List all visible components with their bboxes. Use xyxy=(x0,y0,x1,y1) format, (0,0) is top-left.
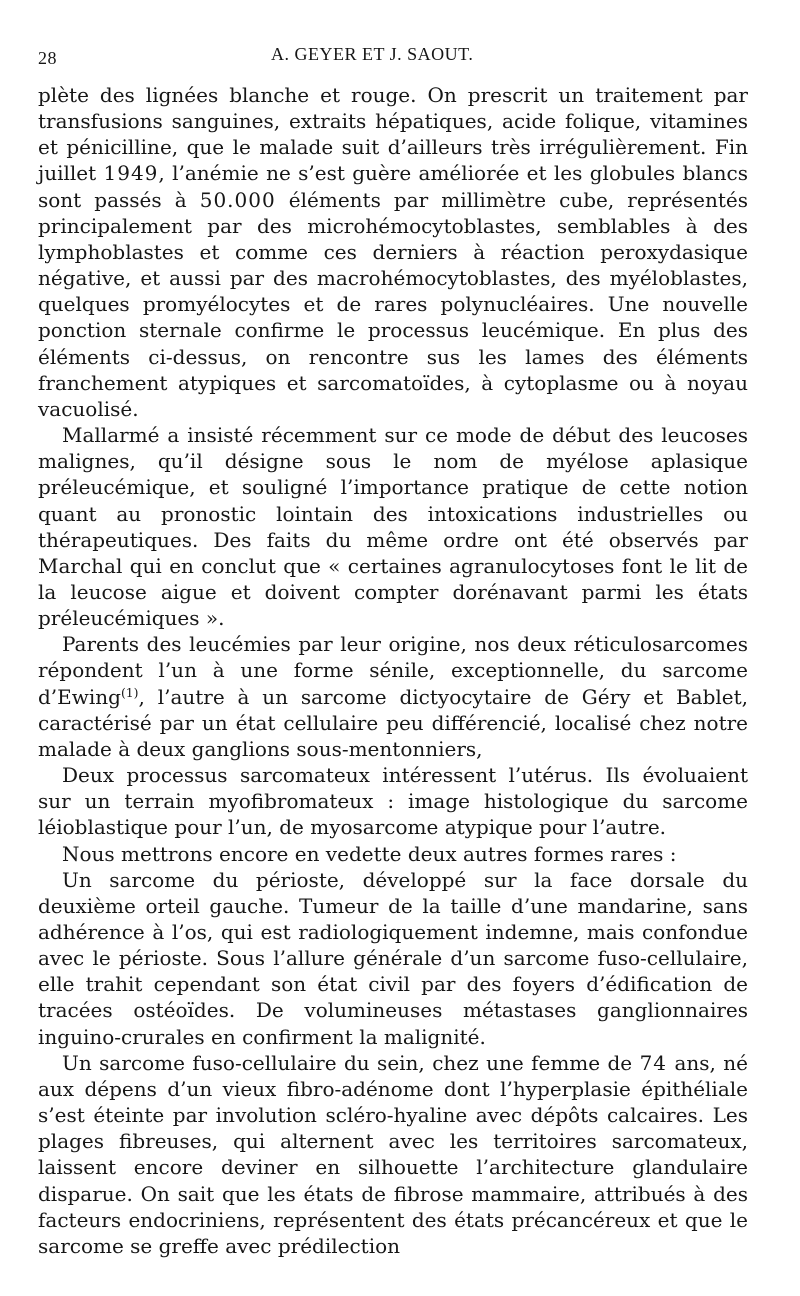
text-run: éléments par millimètre cube, représentés principalement par des microhémocytoblastes, semblables à des lymphoblastes et comme ces derniers à réaction peroxydasique négative, et aussi par des macrohémocytoblastes, des myéloblastes, quelques promyélocytes et de rares polynucléaires. Une nouvelle ponction sternale confirme le processus leucémique. En plus des éléments ci-dessus, on rencontre sus les lames des éléments franchement atypiques et sarcomatoïdes, à cytoplasme ou à noyau vacuolisé. xyxy=(38,187,749,421)
text-run: plète des lignées blanche et rouge. On prescrit un traitement par transfusions sanguines, extraits hépatiques, acide folique, vitamines et pénicilline, que le malade suit d’ailleurs très irrégulièrement. Fin juillet xyxy=(38,83,748,186)
paragraph xyxy=(38,841,748,867)
running-title: A. GEYER ET J. SAOUT. xyxy=(271,44,474,64)
text-run: Deux processus sarcomateux intéressent l’utérus. Ils évoluaient sur un terrain myofibromateux : image histologique du sarcome léioblastique pour l’un, de myosarcome atypique pour l’autre. xyxy=(38,763,748,840)
text-run: Un sarcome fuso-cellulaire du sein, chez une femme de xyxy=(62,1050,640,1075)
text-run: Un sarcome du périoste, développé sur la face dorsale du deuxième orteil gauche. Tumeur de la taille d’une mandarine, sans adhérence à l’os, qui est radiologiquement indemne, mais confondue avec le périoste. Sous l’allure générale d’un sarcome fuso-cellulaire, elle trahit cependant son état civil par des foyers d’édification de tracées ostéoïdes. De volumineuses métastases ganglionnaires inguino-crurales en confirment la malignité. xyxy=(38,867,748,1049)
text-run: , l’autre à un sarcome dictyocytaire de Géry et Bablet, caractérisé par un état cellulaire peu différencié, localisé chez notre malade à deux ganglions sous-mentonniers, xyxy=(38,684,748,761)
text-run: Parents des leucémies par leur origine, nos deux réticulosarcomes répondent l’un à une forme sénile, exceptionnelle, du sarcome d’Ewing xyxy=(38,632,748,709)
number-text: 1949 xyxy=(103,161,159,186)
body-text xyxy=(38,82,748,1259)
paragraph xyxy=(38,762,748,840)
paragraph xyxy=(38,867,748,1050)
number-text: 50.000 xyxy=(199,187,276,212)
text-run: Nous mettrons encore en vedette deux autres formes rares : xyxy=(62,841,677,866)
paragraph xyxy=(38,631,748,762)
footnote-reference: (1) xyxy=(120,684,139,700)
paragraph xyxy=(38,422,748,631)
paragraph xyxy=(38,1050,748,1259)
text-run: , l’anémie ne s’est guère améliorée et les globules blancs sont passés à xyxy=(38,161,748,212)
page-number: 28 xyxy=(38,48,57,68)
text-run: Mallarmé a insisté récemment sur ce mode de début des leucoses malignes, qu’il désigne sous le nom de myélose aplasique préleucémique, et souligné l’importance pratique de cette notion quant au pronostic lointain des intoxications industrielles ou thérapeutiques. Des faits du même ordre ont été observés par Marchal qui en conclut que « certaines agranulocytoses font le lit de la leucose aigue et doivent compter dorénavant parmi les états préleucémiques ». xyxy=(38,423,748,631)
paragraph xyxy=(38,82,748,422)
text-run: ans, né aux dépens d’un vieux fibro-adénome dont l’hyperplasie épithéliale s’est éteinte par involution scléro-hyaline avec dépôts calcaires. Les plages fibreuses, qui alternent avec les territoires sarcomateux, laissent encore deviner en silhouette l’architecture glandulaire disparue. On sait que les états de fibrose mammaire, attribués à des facteurs endocriniens, représentent des états précancéreux et que le sarcome se greffe avec prédilection xyxy=(38,1050,749,1258)
running-head xyxy=(38,44,748,74)
number-text: 74 xyxy=(639,1050,668,1075)
